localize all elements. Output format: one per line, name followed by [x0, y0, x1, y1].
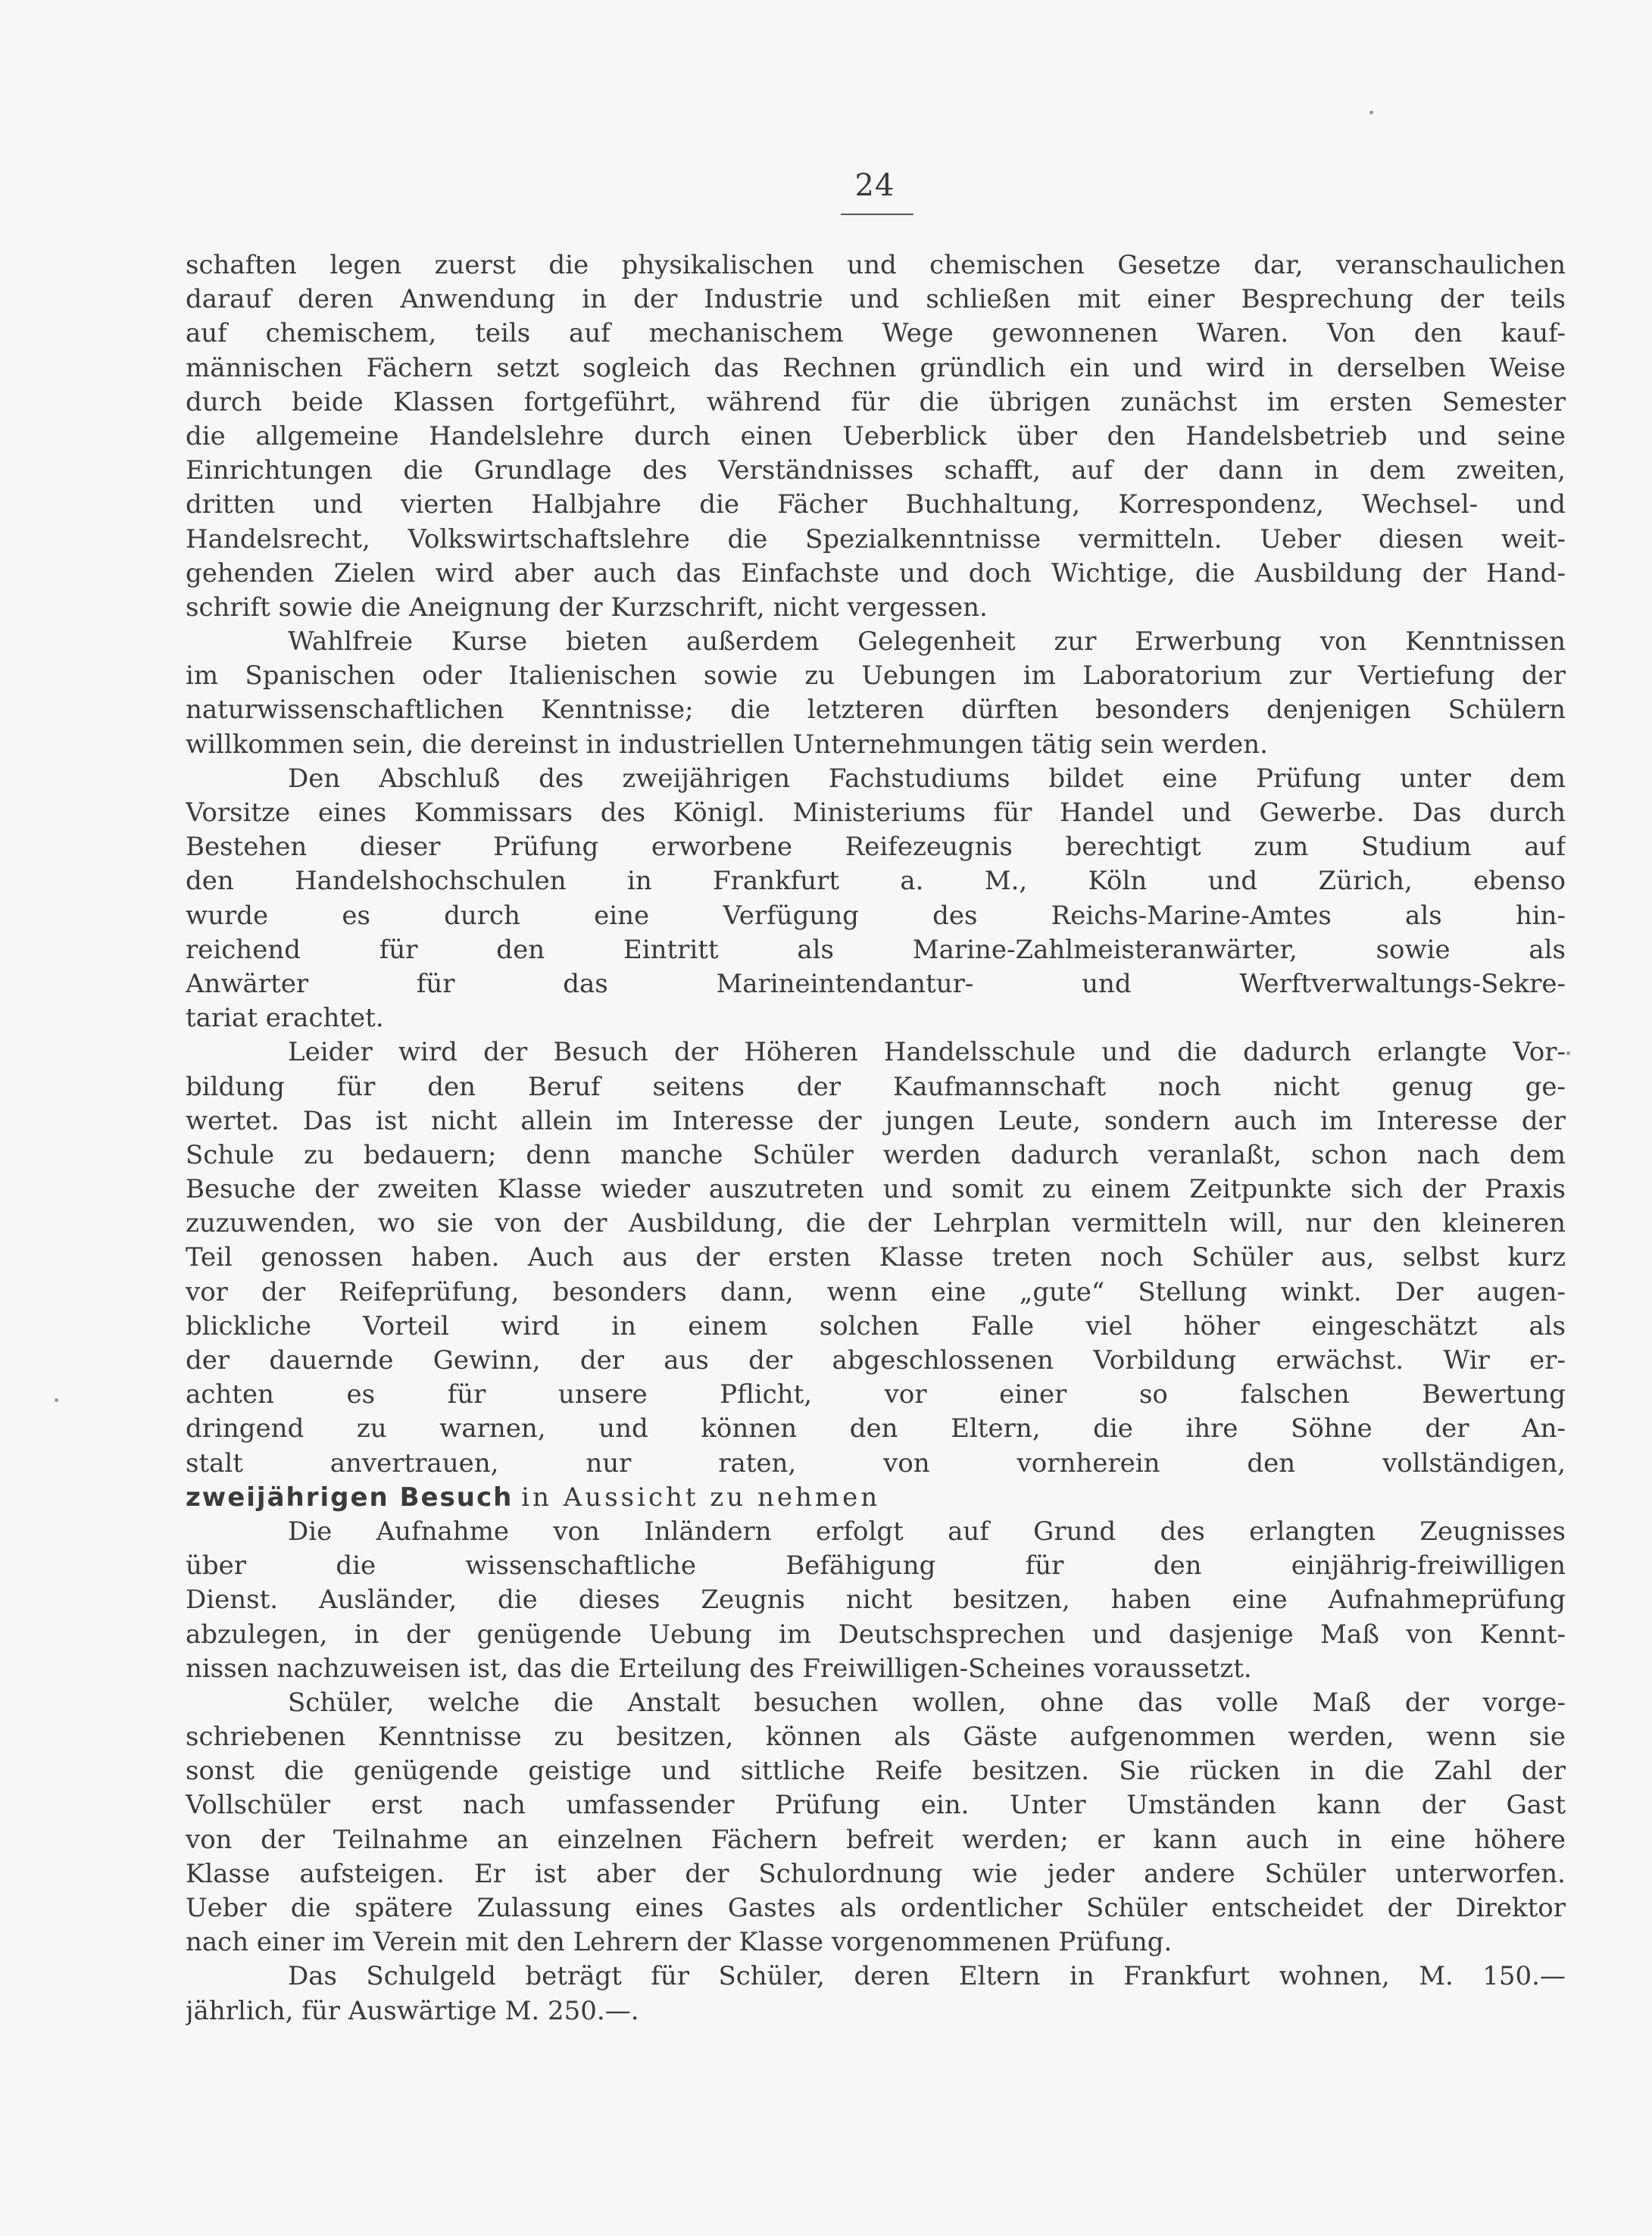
text-line: Den Abschluß des zweijährigen Fachstudiums bildet eine Prüfung unter dem — [288, 763, 1566, 794]
text-line: abzulegen, in der genügende Uebung im Deutschsprechen und dasjenige Maß von Kennt- — [186, 1619, 1566, 1650]
text-line: schriebenen Kenntnisse zu besitzen, können als Gäste aufgenommen werden, wenn sie — [186, 1722, 1566, 1753]
text-line: naturwissenschaftlichen Kenntnisse; die letzteren dürften besonders denjenigen Schülern — [186, 695, 1566, 726]
text-line: wurde es durch eine Verfügung des Reichs-Marine-Amtes als hin- — [186, 900, 1566, 931]
text-line: durch beide Klassen fortgeführt, während für die übrigen zunächst im ersten Semester — [186, 386, 1566, 417]
text-line: Schule zu bedauern; denn manche Schüler werden dadurch veranlaßt, schon nach dem — [186, 1139, 1566, 1170]
text-line: Leider wird der Besuch der Höheren Handelsschule und die dadurch erlangte Vor- — [288, 1037, 1566, 1068]
paper-speck — [55, 1398, 58, 1402]
text-line: Ueber die spätere Zulassung eines Gastes als ordentlicher Schüler entscheidet der Direktor — [186, 1893, 1566, 1923]
text-line: männischen Fächern setzt sogleich das Rechnen gründlich ein und wird in derselben Weise — [186, 352, 1566, 383]
paper-speck — [1369, 111, 1373, 114]
page-number: 24 — [854, 168, 895, 203]
text-line: Das Schulgeld beträgt für Schüler, deren Eltern in Frankfurt wohnen, M. 150.— — [288, 1961, 1566, 1992]
text-line: Klasse aufsteigen. Er ist aber der Schulordnung wie jeder andere Schüler unterworfen. — [186, 1858, 1566, 1889]
text-line: Die Aufnahme von Inländern erfolgt auf Grund des erlangten Zeugnisses — [288, 1516, 1566, 1547]
text-line: darauf deren Anwendung in der Industrie und schließen mit einer Besprechung der teils — [186, 284, 1566, 315]
text-line: zuzuwenden, wo sie von der Ausbildung, die der Lehrplan vermitteln will, nur den kleineren — [186, 1208, 1566, 1239]
text-line: vor der Reifeprüfung, besonders dann, wenn eine „gute“ Stellung winkt. Der augen- — [186, 1276, 1566, 1307]
text-line: schrift sowie die Aneignung der Kurzschrift, nicht vergessen. — [186, 592, 988, 623]
text-line: Besuche der zweiten Klasse wieder auszutreten und somit zu einem Zeitpunkte sich der Praxis — [186, 1174, 1566, 1205]
page-number-rule — [841, 214, 913, 215]
text-line: nach einer im Verein mit den Lehrern der Klasse vorgenommenen Prüfung. — [186, 1927, 1173, 1958]
text-line: Anwärter für das Marineintendantur- und Werftverwaltungs-Sekre- — [186, 968, 1566, 999]
text-line: Wahlfreie Kurse bieten außerdem Gelegenheit zur Erwerbung von Kenntnissen — [288, 626, 1566, 657]
text-line: jährlich, für Auswärtige M. 250.—. — [186, 1995, 639, 2026]
text-line: dritten und vierten Halbjahre die Fächer Buchhaltung, Korrespondenz, Wechsel- und — [186, 489, 1566, 520]
text-line: sonst die genügende geistige und sittliche Reife besitzen. Sie rücken in die Zahl der — [186, 1756, 1566, 1787]
text-line: willkommen sein, die dereinst in industriellen Unternehmungen tätig sein werden. — [186, 729, 1268, 760]
text-line: tariat erachtet. — [186, 1003, 384, 1034]
text-line: bildung für den Beruf seitens der Kaufmannschaft noch nicht genug ge- — [186, 1071, 1566, 1102]
text-line: im Spanischen oder Italienischen sowie zu Uebungen im Laboratorium zur Vertiefung der — [186, 660, 1566, 692]
text-line: blickliche Vorteil wird in einem solchen Falle viel höher eingeschätzt als — [186, 1310, 1566, 1341]
text-line: Schüler, welche die Anstalt besuchen wollen, ohne das volle Maß der vorge- — [288, 1687, 1566, 1718]
text-line: Dienst. Ausländer, die dieses Zeugnis nicht besitzen, haben eine Aufnahmeprüfung — [186, 1585, 1566, 1616]
text-line: die allgemeine Handelslehre durch einen Ueberblick über den Handelsbetrieb und seine — [186, 420, 1566, 451]
text-line: reichend für den Eintritt als Marine-Zahlmeisteranwärter, sowie als — [186, 934, 1566, 965]
body-text — [186, 248, 1566, 2028]
text-line: stalt anvertrauen, nur raten, von vornherein den vollständigen, — [186, 1447, 1566, 1479]
text-line: gehenden Zielen wird aber auch das Einfachste und doch Wichtige, die Ausbildung der Hand- — [186, 557, 1566, 589]
text-line: auf chemischem, teils auf mechanischem Wege gewonnenen Waren. Von den kauf- — [186, 318, 1566, 349]
text-line: nissen nachzuweisen ist, das die Erteilung des Freiwilligen-Scheines voraussetzt. — [186, 1653, 1252, 1684]
text-line: Bestehen dieser Prüfung erworbene Reifezeugnis berechtigt zum Studium auf — [186, 832, 1566, 863]
line-text: in Aussicht zu nehmen — [521, 1482, 881, 1513]
text-line: dringend zu warnen, und können den Eltern, die ihre Söhne der An- — [186, 1413, 1566, 1444]
text-line: Vorsitze eines Kommissars des Königl. Ministeriums für Handel und Gewerbe. Das durch — [186, 798, 1566, 828]
text-line: von der Teilnahme an einzelnen Fächern befreit werden; er kann auch in eine höhere — [186, 1824, 1566, 1855]
text-line: der dauernde Gewinn, der aus der abgeschlossenen Vorbildung erwächst. Wir er- — [186, 1345, 1566, 1376]
text-line: Teil genossen haben. Auch aus der ersten Klasse treten noch Schüler aus, selbst kurz — [186, 1242, 1566, 1273]
text-line: achten es für unsere Pflicht, vor einer so falschen Bewertung — [186, 1379, 1566, 1410]
bold-emphasis: zweijährigen Besuch — [186, 1482, 514, 1513]
text-line: Vollschüler erst nach umfassender Prüfung ein. Unter Umständen kann der Gast — [186, 1790, 1566, 1821]
paper-speck — [1566, 1051, 1570, 1055]
text-line: über die wissenschaftliche Befähigung für den einjährig-freiwilligen — [186, 1551, 1566, 1582]
text-line: Einrichtungen die Grundlage des Verständnisses schafft, auf der dann in dem zweiten, — [186, 455, 1566, 486]
text-line — [186, 1481, 1566, 1515]
text-line: schaften legen zuerst die physikalischen und chemischen Gesetze dar, veranschaulichen — [186, 250, 1566, 280]
text-line: wertet. Das ist nicht allein im Interesse der jungen Leute, sondern auch im Interesse der — [186, 1105, 1566, 1136]
text-line: den Handelshochschulen in Frankfurt a. M., Köln und Zürich, ebenso — [186, 866, 1566, 897]
text-line: Handelsrecht, Volkswirtschaftslehre die Spezialkenntnisse vermitteln. Ueber diesen weit- — [186, 523, 1566, 554]
